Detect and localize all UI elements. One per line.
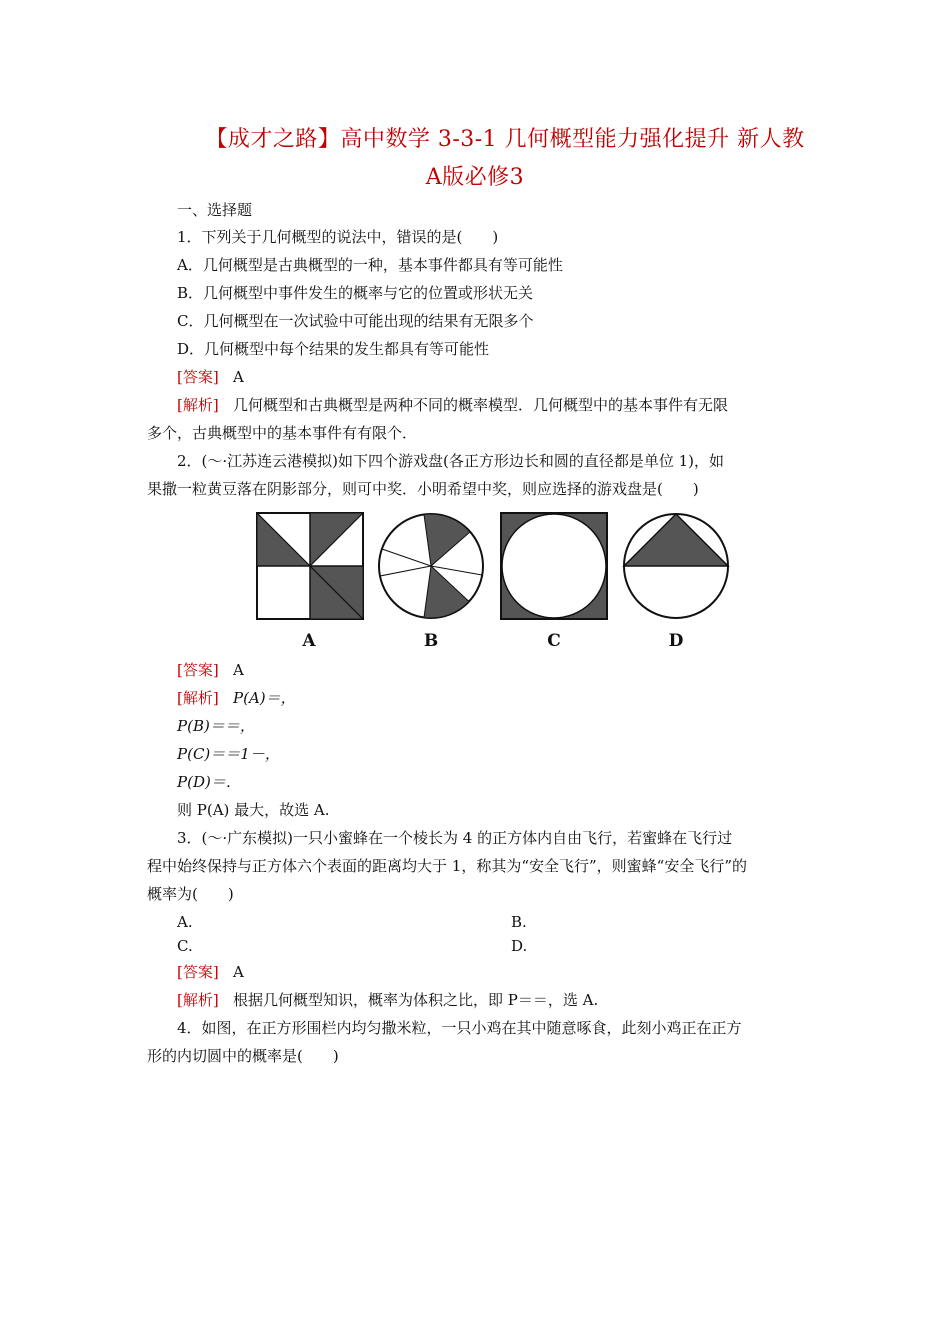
q2-analysis-pa: P(A)＝， bbox=[233, 689, 296, 707]
q1-answer-tag: [答案] bbox=[177, 368, 219, 386]
q3-option-c: C. bbox=[177, 937, 193, 955]
q2-analysis-pc: P(C)＝＝1－， bbox=[177, 745, 280, 763]
q3-stem-line3: 概率为( ) bbox=[147, 885, 234, 903]
figure-label-b: B bbox=[423, 631, 439, 651]
q3-answer-tag: [答案] bbox=[177, 963, 219, 981]
q2-analysis-tag: [解析] bbox=[177, 689, 219, 707]
board-d bbox=[624, 514, 728, 618]
board-a bbox=[257, 513, 363, 619]
figure-label-a: A bbox=[302, 631, 316, 651]
q1-option-b: B．几何概型中事件发生的概率与它的位置或形状无关 bbox=[177, 284, 534, 302]
q2-analysis-pd: P(D)＝． bbox=[177, 773, 241, 791]
q3-option-b: B. bbox=[511, 913, 527, 931]
document-title-line1: 【成才之路】高中数学 3-3-1 几何概型能力强化提升 新人教 bbox=[205, 127, 805, 152]
q1-analysis-line1: 几何概型和古典概型是两种不同的概率模型．几何概型中的基本事件有无限 bbox=[233, 396, 729, 414]
figure-label-d: D bbox=[668, 631, 684, 651]
q3-option-d: D. bbox=[511, 937, 528, 955]
q1-option-d: D．几何概型中每个结果的发生都具有等可能性 bbox=[177, 340, 490, 358]
figure-label-c: C bbox=[547, 631, 561, 651]
q3-stem-line1: 3．(～·广东模拟)一只小蜜蜂在一个棱长为 4 的正方体内自由飞行，若蜜蜂在飞行过 bbox=[177, 829, 733, 847]
document-title-line2: A版必修3 bbox=[425, 165, 525, 190]
q4-stem-line2: 形的内切圆中的概率是( ) bbox=[147, 1047, 339, 1065]
q2-analysis-pb: P(B)＝＝， bbox=[177, 717, 255, 735]
game-board-figures bbox=[250, 508, 740, 656]
q1-stem: 1．下列关于几何概型的说法中，错误的是( ) bbox=[177, 228, 499, 246]
q4-stem-line1: 4．如图，在正方形围栏内均匀撒米粒，一只小鸡在其中随意啄食，此刻小鸡正在正方 bbox=[177, 1019, 742, 1037]
board-b bbox=[379, 514, 483, 618]
q1-option-a: A．几何概型是古典概型的一种，基本事件都具有等可能性 bbox=[177, 256, 563, 274]
q1-analysis-line2: 多个，古典概型中的基本事件有有限个． bbox=[147, 424, 418, 442]
q1-analysis-tag: [解析] bbox=[177, 396, 219, 414]
q2-stem-line1: 2．(～·江苏连云港模拟)如下四个游戏盘(各正方形边长和圆的直径都是单位 1)，如 bbox=[177, 452, 725, 470]
q1-option-c: C．几何概型在一次试验中可能出现的结果有无限多个 bbox=[177, 312, 534, 330]
q3-stem-line2: 程中始终保持与正方体六个表面的距离均大于 1，称其为“安全飞行”，则蜜蜂“安全飞行”的 bbox=[147, 857, 747, 875]
q2-analysis-conclusion: 则 P(A) 最大，故选 A. bbox=[177, 801, 330, 819]
board-c bbox=[501, 513, 607, 619]
q2-stem-line2: 果撒一粒黄豆落在阴影部分，则可中奖．小明希望中奖，则应选择的游戏盘是( ) bbox=[147, 480, 699, 498]
section-heading: 一、选择题 bbox=[177, 201, 253, 219]
q2-answer-tag: [答案] bbox=[177, 661, 219, 679]
q3-answer: A bbox=[233, 963, 244, 981]
q3-analysis-tag: [解析] bbox=[177, 991, 219, 1009]
q2-answer: A bbox=[233, 661, 244, 679]
q3-option-a: A. bbox=[177, 913, 193, 931]
q1-answer: A bbox=[233, 368, 244, 386]
q3-analysis: 根据几何概型知识，概率为体积之比，即 P＝＝，选 A. bbox=[233, 991, 599, 1009]
